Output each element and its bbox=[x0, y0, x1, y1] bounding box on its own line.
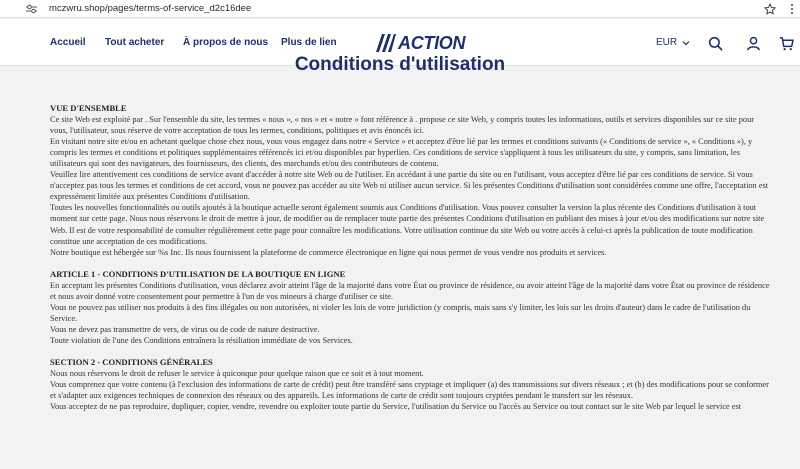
site-logo[interactable] bbox=[376, 32, 465, 54]
paragraph: Veuillez lire attentivement ces conditions de service avant d'accéder à notre site Web ou de l'utiliser. En accédant à une partie du site ou en l'utilisant, vous acceptez d'être lié par ces conditions de service. Si vous n'acceptez pas tous les termes et conditions de cet accord, vous ne pouvez pas accéder au site Web ni utiliser aucun service. Si les présentes Conditions d'utilisation sont considérées comme une offre, l'acceptation est expressément limitée aux présentes Conditions d'utilisation. bbox=[50, 170, 769, 202]
site-info-icon[interactable] bbox=[25, 3, 37, 15]
cart-icon[interactable] bbox=[778, 35, 794, 51]
nav-a-propos[interactable]: À propos de nous bbox=[183, 37, 268, 48]
nav-tout-acheter[interactable]: Tout acheter bbox=[105, 37, 165, 48]
paragraph: En acceptant les présentes Conditions d'utilisation, vous déclarez avoir atteint l'âge de la majorité dans votre État ou province de résidence, ou avoir atteint l'âge de la majorité dans votre État ou province de résidence et nous avoir donné votre consentement pour permettre à l'un de vos mineurs à charge d'utiliser ce site. bbox=[50, 280, 770, 301]
paragraph: Vous ne pouvez pas utiliser nos produits à des fins illégales ou non autorisées, ni violer les lois de votre juridiction (y compris, mais sans s'y limiter, les lois sur les droits d'auteur) dans le cadre de l'utilisation du Service. bbox=[50, 302, 751, 323]
url-text[interactable]: mczwru.shop/pages/terms-of-service_d2c16dee bbox=[49, 3, 252, 14]
terms-document bbox=[50, 103, 772, 412]
paragraph: Vous comprenez que votre contenu (à l'exclusion des informations de carte de crédit) peut être transféré sans cryptage et impliquer (a) des transmissions sur divers réseaux ; et (b) des modifications pour se conformer et s'adapter aux exigences techniques de connexion des réseaux ou des appareils. Les informations de carte de crédit sont toujours cryptées pendant le transfert sur les réseaux. bbox=[50, 380, 769, 401]
paragraph: Toute violation de l'une des Conditions entraînera la résiliation immédiate de vos Services. bbox=[50, 335, 353, 345]
browser-menu-icon[interactable] bbox=[788, 2, 796, 16]
page-title: Conditions d'utilisation bbox=[294, 54, 506, 75]
browser-address-bar bbox=[0, 0, 800, 18]
section-heading: ARTICLE 1 - CONDITIONS D'UTILISATION DE LA BOUTIQUE EN LIGNE bbox=[50, 268, 346, 279]
section-heading: VUE D'ENSEMBLE bbox=[50, 103, 127, 113]
paragraph: Toutes les nouvelles fonctionnalités ou outils ajoutés à la boutique actuelle seront également soumis aux Conditions d'utilisation. Vous pouvez consulter la version la plus récente des Conditions d'utilisation à tout moment sur cette page. Nous nous réservons le droit de mettre à jour, de modifier ou de remplacer toute partie des présentes Conditions d'utilisation en publiant des mises à jour et/ou des modifications sur notre site Web. Il est de votre responsabilité de consulter régulièrement cette page pour connaître les modifications. Votre utilisation continue du site Web ou votre accès à celui-ci après la publication de toute modification constitue une acceptation de ces modifications. bbox=[50, 203, 765, 246]
paragraph: Vous acceptez de ne pas reproduire, dupliquer, copier, vendre, revendre ou exploiter toute partie du Service, l'utilisation du Service ou l'accès au Service ou tout contact sur le site Web par lequel le service est bbox=[50, 402, 742, 412]
currency-label: EUR bbox=[656, 37, 678, 48]
logo-stripes-icon bbox=[376, 34, 396, 52]
paragraph: Ce site Web est exploité par . Sur l'ensemble du site, les termes « nous », « nos » et « notre » font référence à . propose ce site Web, y compris toutes les informations, outils et services disponibles sur ce site pour vous, l'utilisateur, sous réserve de votre acceptation de tous les termes, conditions, politiques et avis énoncés ici. bbox=[50, 115, 755, 136]
logo-text: ACTION bbox=[398, 32, 466, 53]
paragraph: Nous nous réservons le droit de refuser le service à quiconque pour quelque raison que ce soit et à tout moment. bbox=[50, 369, 424, 379]
spacer bbox=[50, 258, 772, 269]
search-icon[interactable] bbox=[707, 35, 723, 51]
bookmark-star-icon[interactable] bbox=[763, 2, 777, 16]
page-content bbox=[0, 54, 800, 469]
nav-plus-de-lien[interactable]: Plus de lien bbox=[281, 37, 337, 48]
paragraph: Vous ne devez pas transmettre de vers, de virus ou de code de nature destructive. bbox=[50, 324, 320, 334]
section-heading: SECTION 2 - CONDITIONS GÉNÉRALES bbox=[50, 356, 213, 367]
nav-accueil[interactable]: Accueil bbox=[50, 37, 86, 48]
paragraph: En visitant notre site et/ou en achetant quelque chose chez nous, vous vous engagez dans notre « Service » et acceptez d'être lié par les termes et conditions suivants (« Conditions de service », « Conditions »), y compris les termes et conditions et politiques supplémentaires référencés ici et/ou disponibles par hyperlien. Ces conditions de service s'appliquent à tous les utilisateurs du site, y compris, sans limitation, les utilisateurs qui sont des navigateurs, des fournisseurs, des clients, des marchands et/ou des contributeurs de contenu. bbox=[50, 137, 753, 169]
paragraph: Notre boutique est hébergée sur %s Inc. Ils nous fournissent la plateforme de commerce électronique en ligne qui nous permet de vous vendre nos produits et services. bbox=[50, 247, 607, 257]
chevron-down-icon bbox=[682, 40, 690, 46]
spacer bbox=[50, 346, 772, 357]
account-icon[interactable] bbox=[745, 35, 761, 51]
